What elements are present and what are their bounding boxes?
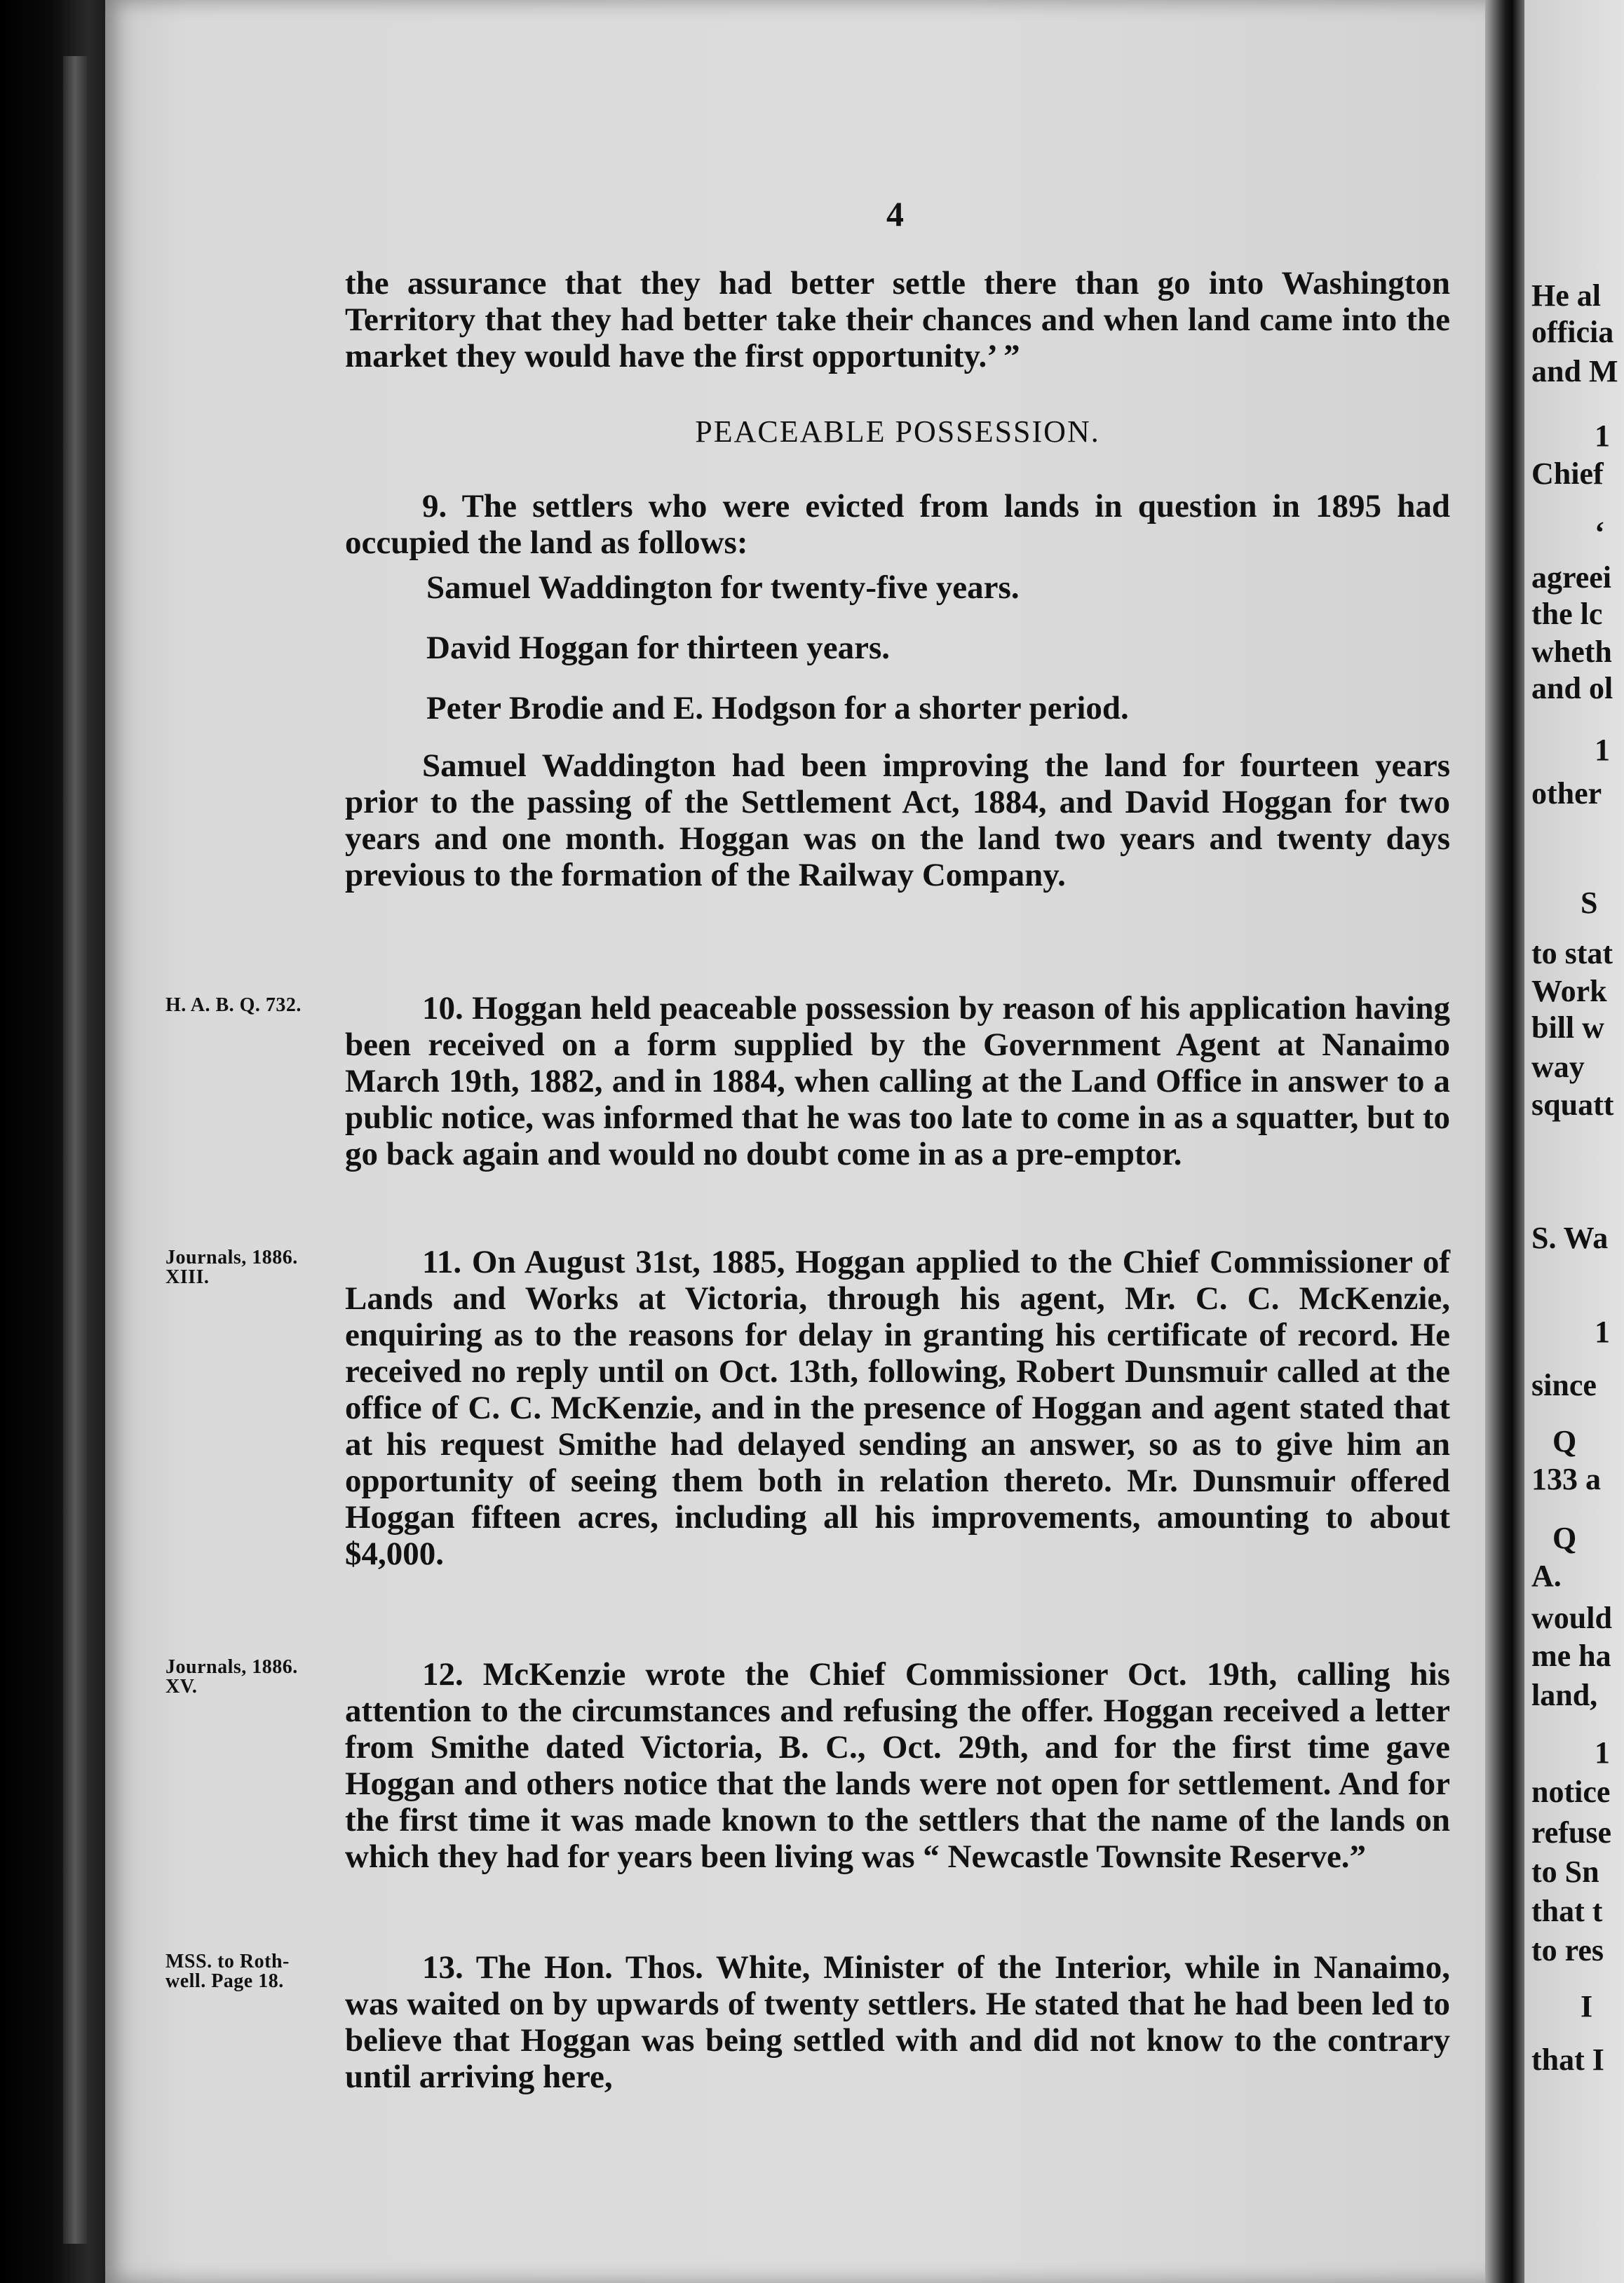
- next-page-fragment: S: [1581, 886, 1598, 920]
- next-page-fragment: that I: [1531, 2042, 1604, 2077]
- paragraph-12: 12. McKenzie wrote the Chief Commissioner Oct. 19th, calling his attention to the circumstances and refusing the offer. Hoggan received a letter from Smithe dated Victoria, B. C., Oct. 29th, and for the first time gave Hoggan and others notice that the lands were not open for settlement. And for the first time it was made known to the settlers that the name of the lands on which they had for years been living was “ Newcastle Townsite Reserve.”: [345, 1656, 1450, 1875]
- next-page-fragment: bill w: [1531, 1010, 1604, 1045]
- margin-note-line: Journals, 1886.: [165, 1656, 298, 1678]
- binding-strip: [63, 56, 87, 2244]
- list-item: Peter Brodie and E. Hodgson for a shorter period.: [426, 690, 1129, 726]
- margin-note-para11: [165, 1248, 298, 1287]
- next-page-fragment: wheth: [1531, 635, 1612, 669]
- next-page-fragment: other: [1531, 776, 1602, 811]
- next-page-fragment: me ha: [1531, 1639, 1611, 1673]
- margin-note-line: MSS. to Roth-: [165, 1951, 290, 1972]
- paragraph-13: 13. The Hon. Thos. White, Minister of the Interior, while in Nanaimo, was waited on by upwards of twenty settlers. He stated that he had been led to believe that Hoggan was being settled with and did not know to the contrary until arriving here,: [345, 1949, 1450, 2095]
- margin-note-para12: [165, 1658, 298, 1697]
- next-page-fragment: ‘: [1595, 515, 1605, 550]
- next-page-fragment: 1: [1595, 1315, 1610, 1349]
- next-page-fragment: Work: [1531, 974, 1607, 1008]
- list-item: David Hoggan for thirteen years.: [426, 630, 890, 666]
- next-page-fragment: to Sn: [1531, 1855, 1599, 1889]
- next-page-fragment: to res: [1531, 1933, 1604, 1967]
- next-page-fragment: 1: [1595, 733, 1610, 767]
- list-item: Samuel Waddington for twenty-five years.: [426, 569, 1020, 606]
- next-page-fragment: to stat: [1531, 936, 1613, 970]
- paragraph-10: 10. Hoggan held peaceable possession by reason of his application having been received on a form supplied by the Government Agent at Nanaimo March 19th, 1882, and in 1884, when calling at the Land Office in answer to a public notice, was informed that he was too late to come in as a squatter, but to go back again and would no doubt come in as a pre-emptor.: [345, 990, 1450, 1172]
- next-page-fragment: Chief: [1531, 456, 1604, 491]
- next-page-fragment: refuse: [1531, 1815, 1612, 1850]
- page-number: 4: [886, 194, 904, 233]
- next-page-fragment: the lc: [1531, 597, 1603, 631]
- next-page-fragment: Q: [1552, 1424, 1577, 1458]
- paragraph-9-followup: Samuel Waddington had been improving the land for fourteen years prior to the passing of the Settlement Act, 1884, and David Hoggan for two years and one month. Hoggan was on the land two years and twenty days previous to the formation of the Railway Company.: [345, 747, 1450, 893]
- margin-note-para13: [165, 1952, 290, 1991]
- next-page-fragment: He al: [1531, 278, 1601, 313]
- next-page-fragment: would: [1531, 1601, 1612, 1635]
- next-page-fragment: officia: [1531, 315, 1614, 349]
- next-page-fragment: Q: [1552, 1521, 1577, 1555]
- paragraph-9: 9. The settlers who were evicted from lands in question in 1895 had occupied the land as follows:: [345, 488, 1450, 561]
- next-page-fragment: since: [1531, 1368, 1597, 1402]
- next-page-fragment: way: [1531, 1050, 1585, 1084]
- next-page-fragment: S. Wa: [1531, 1221, 1609, 1255]
- next-page-fragment: I: [1581, 1989, 1593, 2024]
- next-page-fragment: 1: [1595, 419, 1610, 453]
- margin-note-line: well. Page 18.: [165, 1970, 284, 1992]
- page-gutter: [1485, 0, 1530, 2283]
- next-page-fragment: and ol: [1531, 671, 1613, 705]
- next-page-fragment: 133 a: [1531, 1462, 1601, 1496]
- next-page-fragment: notice: [1531, 1775, 1611, 1809]
- continuation-paragraph: the assurance that they had better settle there than go into Washington Territory that they had better take their chances and when land came into the market they would have the first opportunity.’ ”: [345, 265, 1450, 374]
- next-page-fragment: squatt: [1531, 1088, 1614, 1122]
- margin-note-line: Journals, 1886.: [165, 1247, 298, 1268]
- margin-note-para10: H. A. B. Q. 732.: [165, 994, 302, 1016]
- next-page-sliver: [1524, 0, 1624, 2283]
- section-heading: PEACEABLE POSSESSION.: [695, 414, 1100, 449]
- next-page-fragment: 1: [1595, 1735, 1610, 1770]
- paragraph-11: 11. On August 31st, 1885, Hoggan applied to the Chief Commissioner of Lands and Works at Victoria, through his agent, Mr. C. C. McKenzie, enquiring as to the reasons for delay in granting his certificate of record. He received no reply until on Oct. 13th, following, Robert Dunsmuir called at the office of C. C. McKenzie, and in the presence of Hoggan and agent stated that at his request Smithe had delayed sending an answer, so as to give him an opportunity of seeing them both in relation thereto. Mr. Dunsmuir offered Hoggan fifteen acres, including all his improvements, amounting to about $4,000.: [345, 1244, 1450, 1572]
- next-page-fragment: and M: [1531, 354, 1618, 388]
- next-page-fragment: A.: [1531, 1559, 1562, 1593]
- next-page-fragment: that t: [1531, 1894, 1603, 1928]
- margin-note-line: XIII.: [165, 1266, 210, 1288]
- margin-note-line: XV.: [165, 1676, 198, 1698]
- next-page-fragment: land,: [1531, 1678, 1598, 1712]
- next-page-fragment: agreei: [1531, 560, 1612, 595]
